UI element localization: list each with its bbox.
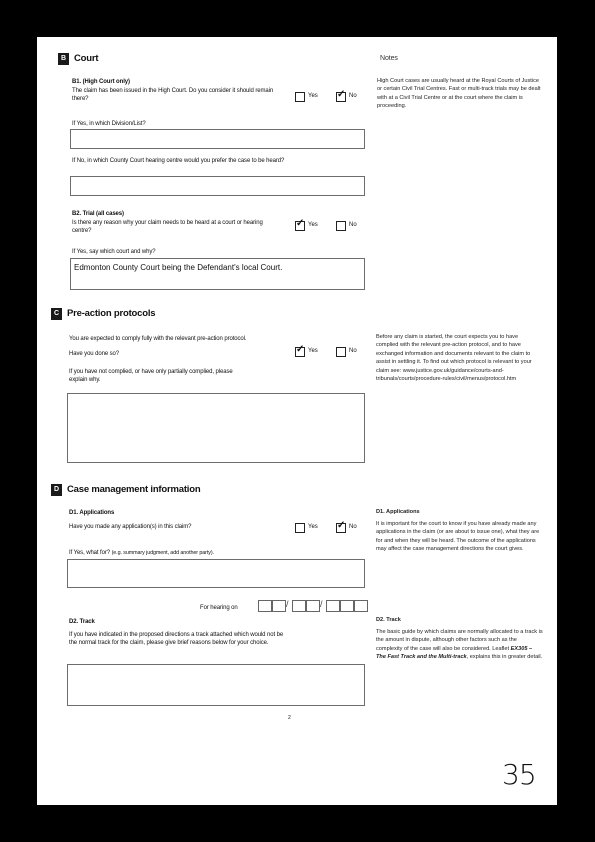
division-list-field[interactable] (70, 129, 365, 149)
b2-no-checkbox[interactable] (336, 221, 346, 231)
b2-yes-label: Yes (308, 222, 318, 228)
d1-yes-label: Yes (308, 524, 318, 530)
page-number: 2 (288, 715, 291, 721)
handwritten-page-number: 35 (502, 758, 536, 791)
d1-no-label: No (349, 524, 357, 530)
b2-no-label: No (349, 222, 357, 228)
note-d2-text: The basic guide by which claims are normally allocated to a track is the amount in dispute, although other factors such as the complexity of the case will also be considered. Leaflet (376, 629, 543, 652)
hearing-date-year1[interactable] (326, 600, 340, 612)
note-d2-heading: D2. Track (376, 617, 401, 623)
b2-yes-checkbox[interactable] (295, 218, 305, 231)
note-d2-text-end: , explains this in greater detail. (466, 654, 543, 661)
b1-question: The claim has been issued in the High Court. Do you consider it should remain there? (72, 88, 274, 103)
d1-question: Have you made any application(s) in this claim? (69, 524, 192, 530)
c-no-checkbox[interactable] (336, 347, 346, 357)
d1-heading: D1. Applications (69, 510, 115, 516)
hearing-date-month1[interactable] (292, 600, 306, 612)
c-expected-text: You are expected to comply fully with the relevant pre-action protocol. (69, 336, 247, 342)
hearing-date-year2[interactable] (340, 600, 354, 612)
b1-yes-label: Yes (308, 93, 318, 99)
applications-field[interactable] (67, 559, 365, 588)
hearing-centre-field[interactable] (70, 176, 365, 196)
form-page (37, 37, 557, 805)
section-d-letter: D (51, 484, 62, 496)
note-pre-action: Before any claim is started, the court expects you to have complied with the relevant pre-action protocol, and to have exchanged information and documents relevant to the claim to assist in settling it. To find out which protocol is relevant to your claim see: www.justice.gov.uk/guidance/courts-and-tribunals/courts/procedure-rules/civil/menus/protocol.htm (376, 334, 532, 383)
checkmark-icon: ✓ (337, 520, 346, 531)
c-yes-label: Yes (308, 348, 318, 354)
checkmark-icon: ✓ (296, 344, 305, 355)
b1-no-label: No (349, 93, 357, 99)
date-slash: / (320, 599, 323, 609)
note-d2 (376, 628, 543, 662)
b1-ifyes-label: If Yes, in which Division/List? (72, 121, 146, 127)
track-reasons-field[interactable] (67, 664, 365, 706)
hearing-date-day2[interactable] (272, 600, 286, 612)
d1-yes-checkbox[interactable] (295, 523, 305, 533)
section-b-letter: B (58, 53, 69, 65)
d1-ifyes-label (69, 549, 214, 557)
hearing-date-year3[interactable] (354, 600, 368, 612)
section-b-title: Court (74, 53, 99, 64)
hearing-on-label: For hearing on (200, 605, 238, 611)
checkmark-icon: ✓ (337, 89, 346, 100)
c-no-label: No (349, 348, 357, 354)
d1-no-checkbox[interactable] (336, 520, 346, 533)
d1-example-text: (e.g. summary judgment, add another party). (111, 550, 214, 556)
d2-heading: D2. Track (69, 619, 95, 625)
court-reason-field[interactable] (70, 258, 365, 290)
section-c-title: Pre-action protocols (67, 308, 156, 319)
section-d-title: Case management information (67, 484, 201, 495)
hearing-date-day1[interactable] (258, 600, 272, 612)
c-question: Have you done so? (69, 351, 120, 357)
section-c-letter: C (51, 308, 62, 320)
note-d1-heading: D1. Applications (376, 509, 420, 515)
notes-heading: Notes (380, 55, 398, 62)
c-yes-checkbox[interactable] (295, 344, 305, 357)
checkmark-icon: ✓ (296, 218, 305, 229)
d2-question: If you have indicated in the proposed directions a track attached which would not be the normal track for the claim, please give brief reasons below for your choice. (69, 632, 284, 647)
d1-ifyes-text: If Yes, what for? (69, 550, 110, 556)
note-high-court: High Court cases are usually heard at the Royal Courts of Justice or certain Civil Trial Centres. Fast or multi-track trials may be dealt with at a Civil Trial Centre or at the court where the claim is proceeding. (377, 78, 541, 110)
protocol-explanation-field[interactable] (67, 393, 365, 463)
b1-heading: B1. (High Court only) (72, 79, 130, 85)
b2-heading: B2. Trial (all cases) (72, 211, 124, 217)
leaflet-reference: EX305 – The Fast Track and the Multi-track (376, 645, 533, 661)
court-reason-text: Edmonton County Court being the Defendant's local Court. (74, 263, 283, 272)
note-d1: It is important for the court to know if you have already made any applications in the claim (or are about to issue one), what they are for and when they will be heard. The outcome of the applications may affect the case management directions the court gives. (376, 521, 540, 553)
b2-question: Is there any reason why your claim needs to be heard at a court or hearing centre? (72, 220, 263, 235)
b1-yes-checkbox[interactable] (295, 92, 305, 102)
b1-ifno-label: If No, in which County Court hearing centre would you prefer the case to be heard? (72, 158, 285, 164)
date-slash: / (286, 599, 289, 609)
b2-ifyes-label: If Yes, say which court and why? (72, 249, 156, 255)
hearing-date-month2[interactable] (306, 600, 320, 612)
c-explain-label: If you have not complied, or have only partially complied, please explain why. (69, 369, 233, 384)
b1-no-checkbox[interactable] (336, 89, 346, 102)
